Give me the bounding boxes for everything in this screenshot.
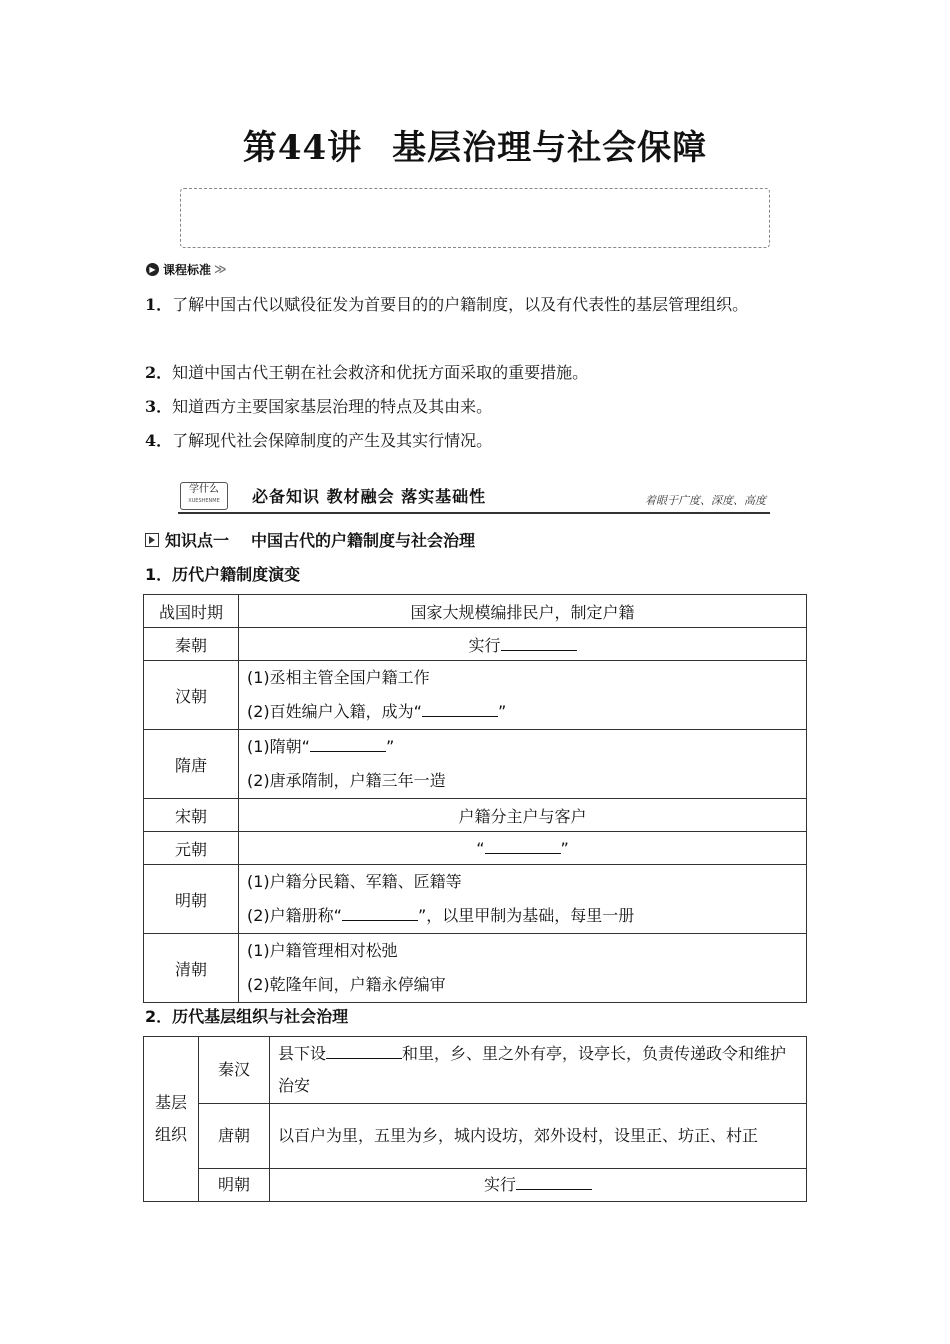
household-registration-table — [143, 594, 807, 1003]
fill-blank — [422, 715, 498, 717]
section1-heading: 1．历代户籍制度演变 — [145, 565, 301, 584]
section-banner — [178, 478, 770, 514]
play-circle-icon: ▶ — [146, 263, 159, 276]
table-row: 明朝 (1)户籍分民籍、军籍、匠籍等 (2)户籍册称“ ”，以里甲制为基础，每里一册 — [144, 865, 807, 934]
fill-blank — [342, 919, 418, 921]
fill-blank — [501, 649, 577, 651]
fill-blank — [326, 1057, 402, 1059]
table-row: 元朝 “ ” — [144, 832, 807, 865]
lesson-number: 第44讲 — [242, 128, 363, 168]
table-row: 秦朝 实行 — [144, 628, 807, 661]
page-title — [0, 126, 950, 170]
table-row: 汉朝 (1)丞相主管全国户籍工作 (2)百姓编户入籍，成为“ ” — [144, 661, 807, 730]
standard-item-4: 4．了解现代社会保障制度的产生及其实行情况。 — [145, 431, 493, 450]
lesson-topic: 基层治理与社会保障 — [392, 128, 708, 168]
section2-heading: 2．历代基层组织与社会治理 — [145, 1007, 349, 1026]
standard-item-1: 1．了解中国古代以赋役征发为首要目的的户籍制度，以及有代表性的基层管理组织。 — [145, 295, 749, 314]
triangle-box-icon — [145, 533, 159, 547]
table-row: 战国时期 国家大规模编排民户，制定户籍 — [144, 595, 807, 628]
standard-item-2: 2．知道中国古代王朝在社会救济和优抚方面采取的重要措施。 — [145, 363, 589, 382]
table-row: 唐朝 以百户为里，五里为乡，城内设坊，郊外设村，设里正、坊正、村正 — [144, 1104, 807, 1169]
table-row: 宋朝 户籍分主户与客户 — [144, 799, 807, 832]
table-row: 清朝 (1)户籍管理相对松弛 (2)乾隆年间，户籍永停编审 — [144, 934, 807, 1003]
double-chevron-icon: ≫ — [214, 262, 227, 276]
fill-blank — [516, 1188, 592, 1190]
fill-blank — [485, 852, 561, 854]
table-row: 隋唐 (1)隋朝“ ” (2)唐承隋制，户籍三年一造 — [144, 730, 807, 799]
banner-main-text: 必备知识 教材融会 落实基础性 — [252, 487, 487, 506]
dashed-box — [180, 188, 770, 248]
fill-blank — [310, 750, 386, 752]
table-row: 基层组织 秦汉 县下设 和里，乡、里之外有亭，设亭长，负责传递政令和维护治安 — [144, 1037, 807, 1104]
knowledge-point-heading: 知识点一 中国古代的户籍制度与社会治理 — [145, 528, 475, 551]
course-standard-label: ▶ 课程标准 ≫ — [146, 260, 227, 278]
table-row: 明朝 实行 — [144, 1169, 807, 1202]
standard-item-3: 3．知道西方主要国家基层治理的特点及其由来。 — [145, 397, 493, 416]
banner-sub-text: 着眼于广度、深度、高度 — [645, 494, 766, 507]
xueshenme-logo: 学什么 XUESHENME — [180, 482, 228, 510]
grassroots-organization-table — [143, 1036, 807, 1202]
